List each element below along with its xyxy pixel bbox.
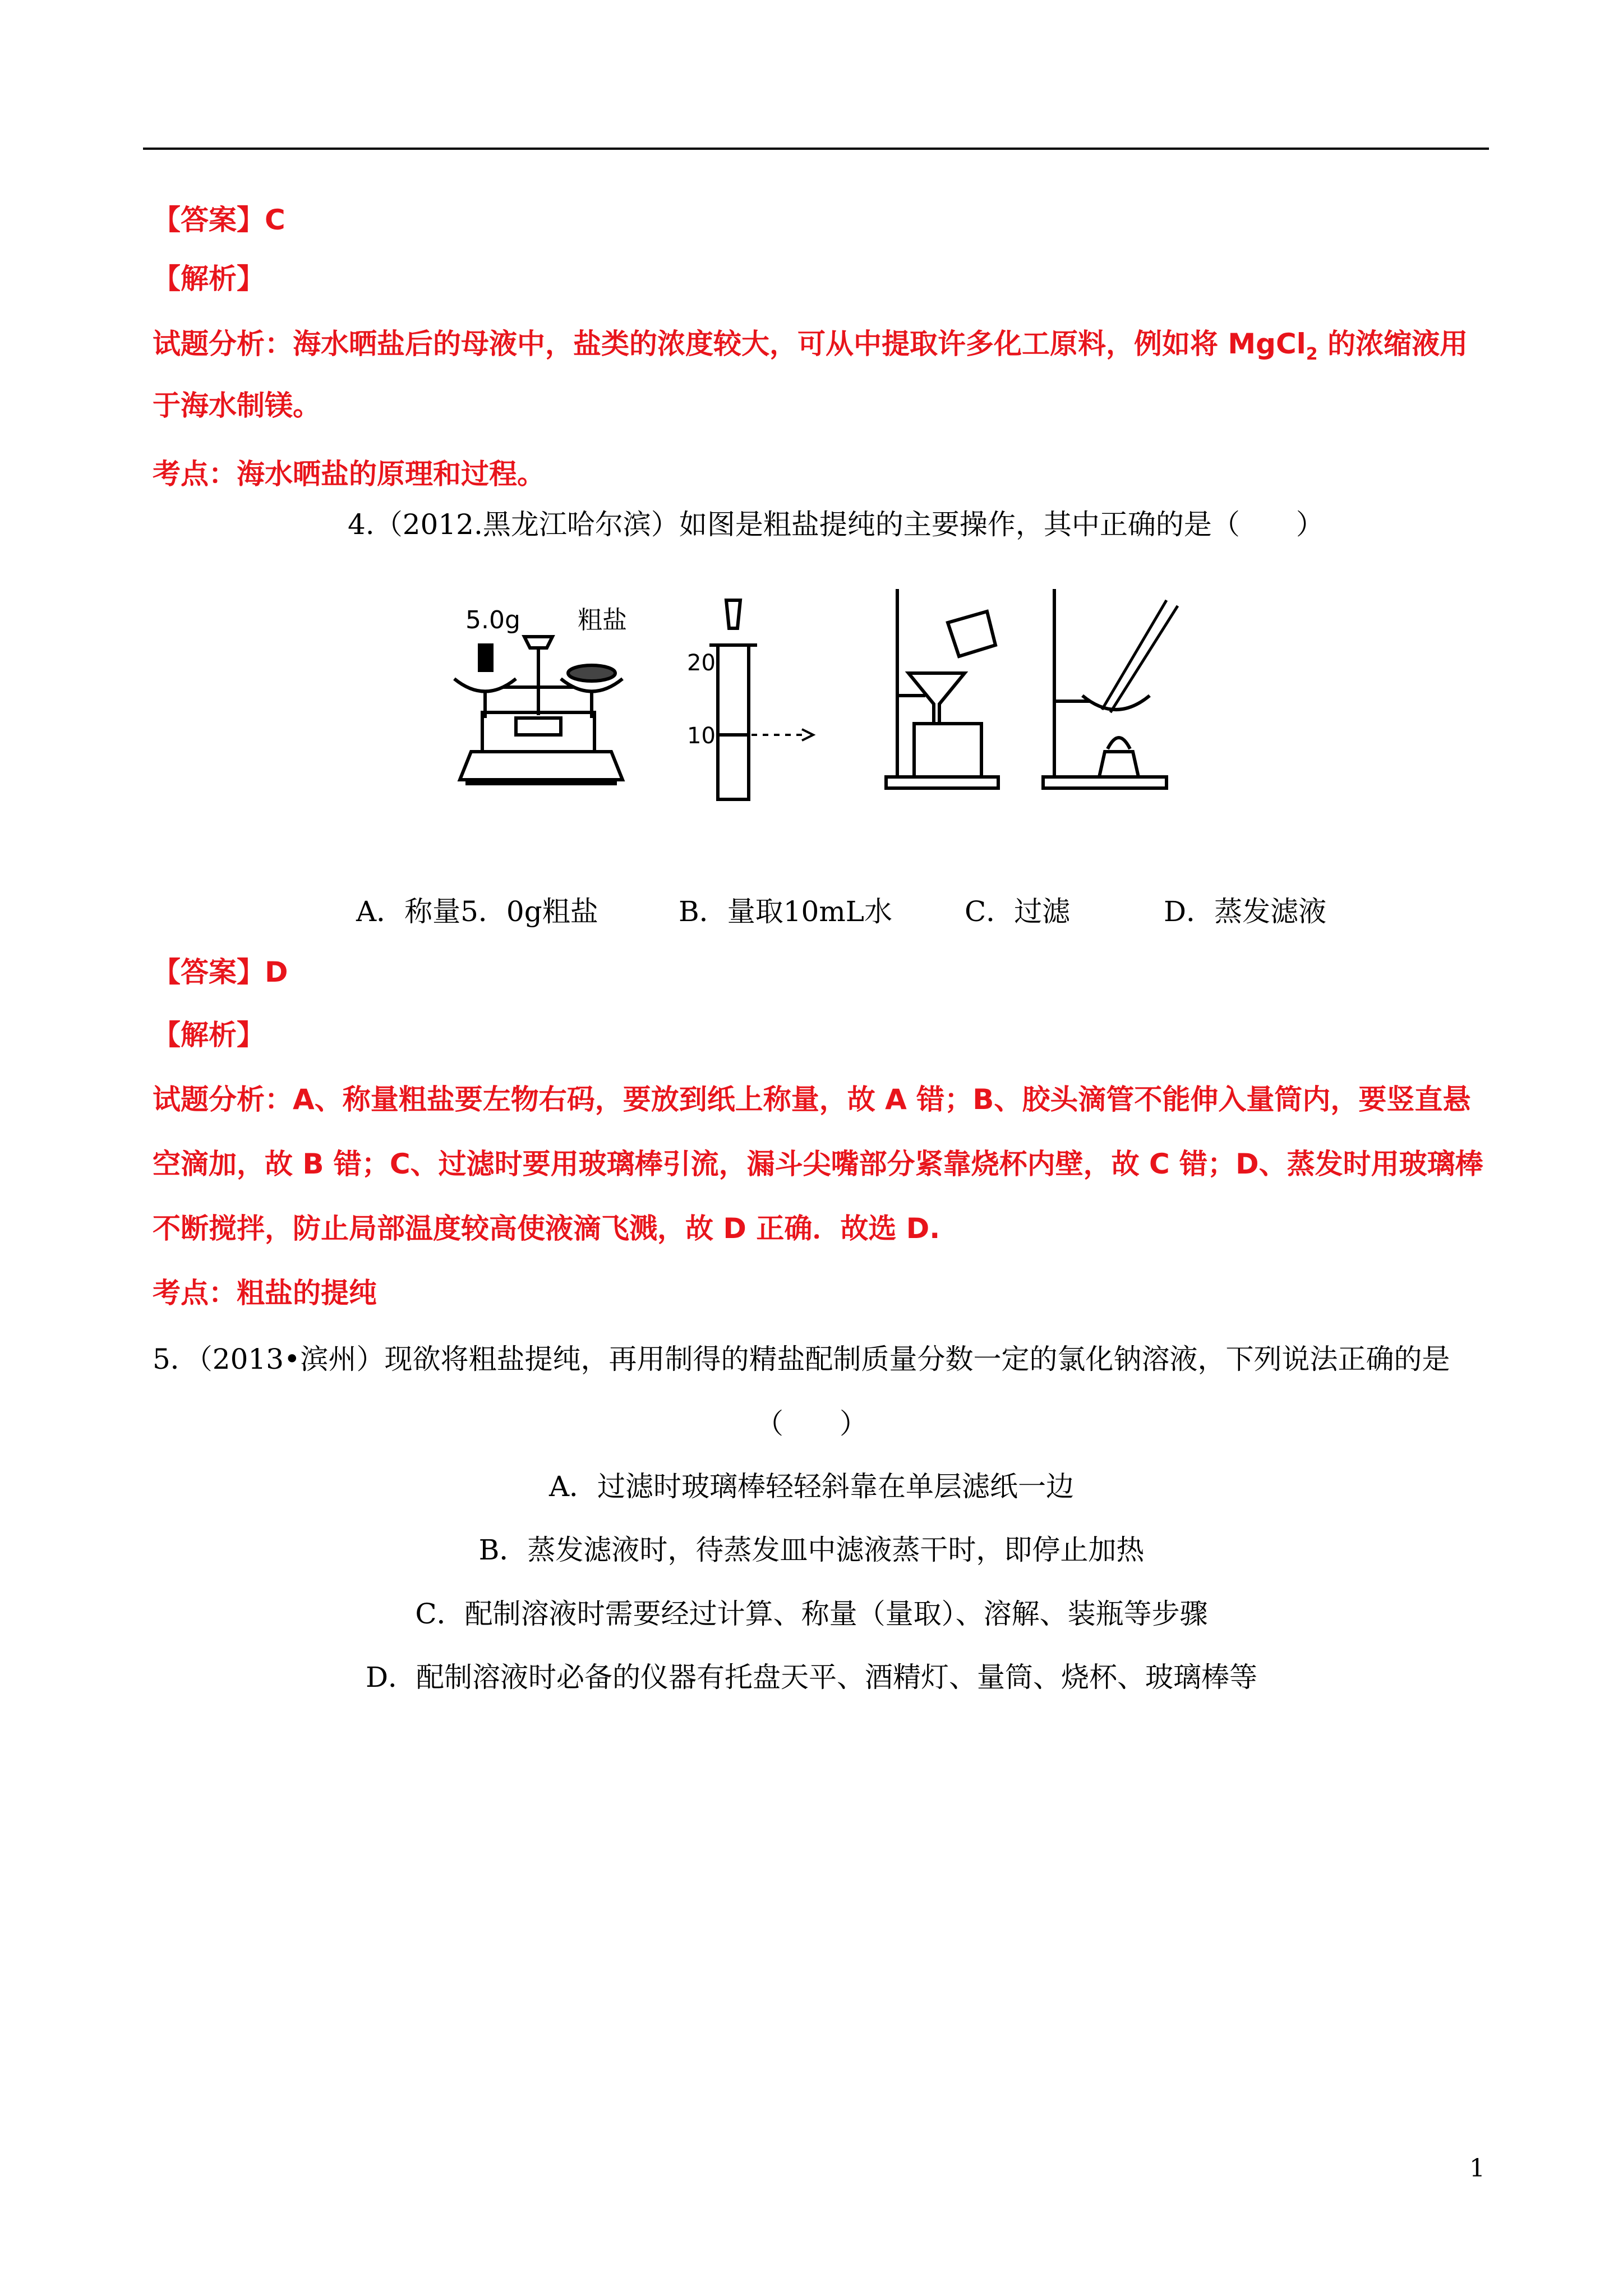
- q4-stem: 4.（2012.黑龙江哈尔滨）如图是粗盐提纯的主要操作，其中正确的是（ ）: [348, 508, 1324, 541]
- q4-analysis-heading: 【解析】: [153, 1019, 265, 1051]
- q4-analysis-line-2: 空滴加，故 B 错；C、过滤时要用玻璃棒引流，漏斗尖嘴部分紧靠烧杯内壁，故 C 错；D、蒸发时用玻璃棒: [153, 1148, 1483, 1180]
- mark-10-label: 10: [687, 723, 716, 749]
- q5-option-b: B．蒸发滤液时，待蒸发皿中滤液蒸干时，即停止加热: [478, 1534, 1145, 1566]
- weight-label: 5.0g: [465, 606, 520, 634]
- q3-analysis-line-2: 于海水制镁。: [153, 389, 321, 422]
- balance-scale-illustration: [454, 637, 623, 783]
- q4-kaodian: 考点：粗盐的提纯: [153, 1277, 377, 1309]
- q3-answer: 【答案】C: [153, 204, 285, 236]
- mark-20-label: 20: [687, 650, 716, 676]
- q4-option-a: A．称量5．0g粗盐: [356, 895, 598, 928]
- page-number: 1: [1469, 2154, 1485, 2183]
- evaporation-illustration: [1043, 589, 1178, 788]
- q5-option-d: D．配制溶液时必备的仪器有托盘天平、酒精灯、量筒、烧杯、玻璃棒等: [365, 1661, 1258, 1694]
- q3-analysis-heading: 【解析】: [153, 263, 265, 295]
- q3-kaodian: 考点：海水晒盐的原理和过程。: [153, 458, 545, 490]
- q3-analysis-line-1: 试题分析：海水晒盐后的母液中，盐类的浓度较大，可从中提取许多化工原料，例如将 MgCl$_2$ 的浓缩液用: [153, 328, 1468, 364]
- q4-option-b: B．量取10mL水: [679, 895, 892, 928]
- q5-paren: （ ）: [755, 1407, 868, 1440]
- q4-figure: [449, 583, 1189, 808]
- filtration-illustration: [886, 589, 998, 788]
- q4-analysis-line-3: 不断搅拌，防止局部温度较高使液滴飞溅，故 D 正确．故选 D.: [153, 1212, 940, 1245]
- q5-option-a: A．过滤时玻璃棒轻轻斜靠在单层滤纸一边: [548, 1470, 1075, 1503]
- salt-label: 粗盐: [578, 606, 627, 634]
- q4-option-c: C．过滤: [965, 895, 1071, 928]
- q5-stem: 5．（2013•滨州）现欲将粗盐提纯，再用制得的精盐配制质量分数一定的氯化钠溶液，下列说法正确的是: [153, 1343, 1450, 1375]
- q4-analysis-line-1: 试题分析：A、称量粗盐要左物右码，要放到纸上称量，故 A 错；B、胶头滴管不能伸入量筒内，要竖直悬: [153, 1083, 1471, 1116]
- q5-option-c: C．配制溶液时需要经过计算、称量（量取）、溶解、装瓶等步骤: [415, 1598, 1208, 1630]
- q4-option-d: D．蒸发滤液: [1164, 895, 1327, 928]
- graduated-cylinder-illustration: [709, 600, 813, 799]
- header-rule: [143, 148, 1489, 150]
- q4-answer: 【答案】D: [153, 956, 288, 988]
